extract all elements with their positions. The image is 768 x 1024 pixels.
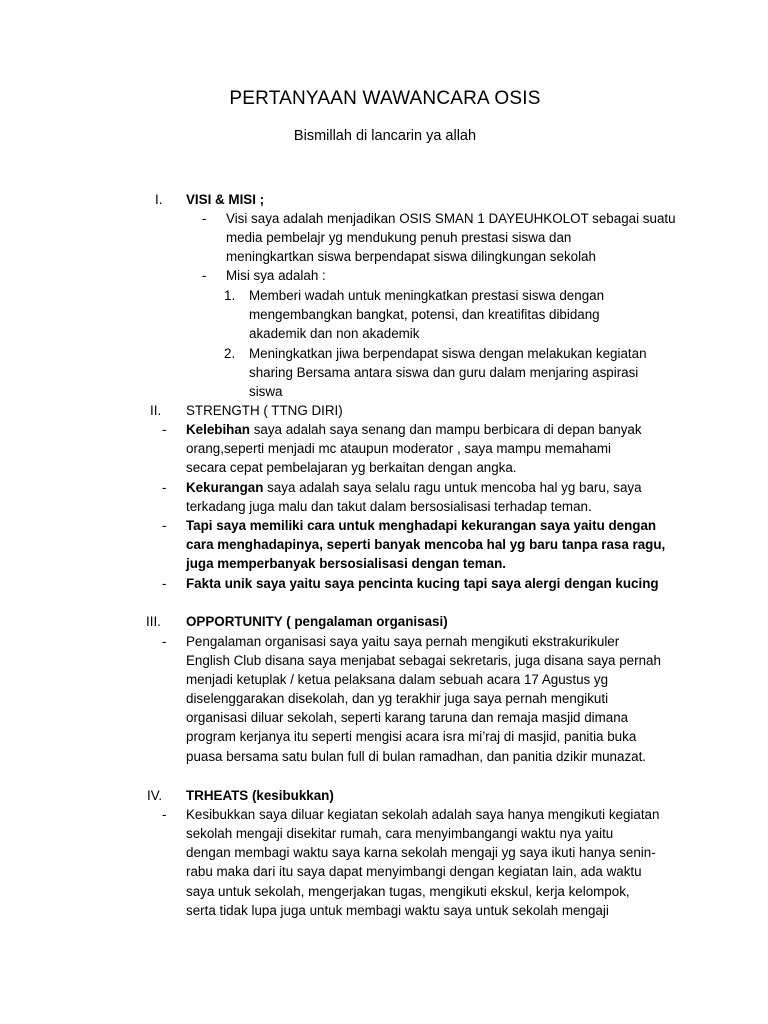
kekurangan-line xyxy=(186,478,642,497)
kelebihan-line: orang,seperti menjadi mc ataupun moderator , saya mampu memahami xyxy=(186,441,611,456)
threats-line: rabu maka dari itu saya dapat menyimbangi dengan kegiatan lain, ada waktu xyxy=(186,864,642,879)
bullet-dash: - xyxy=(162,634,167,649)
kekurangan-label: Kekurangan xyxy=(186,480,264,495)
misi-line: akademik dan non akademik xyxy=(249,326,420,341)
section-numeral: II. xyxy=(150,403,162,418)
section-numeral: IV. xyxy=(147,788,163,803)
kekurangan-text: saya adalah saya selalu ragu untuk mencoba hal yg baru, saya xyxy=(263,480,642,495)
opportunity-line: program kerjanya itu seperti mengisi acara isra mi’raj di masjid, panitia buka xyxy=(186,729,637,744)
threats-line: dengan membagi waktu saya karna sekolah mengaji yg saya ikuti hanya senin- xyxy=(186,845,656,860)
tapi-line: juga memperbanyak bersosialisasi dengan teman. xyxy=(186,556,507,571)
document-subtitle: Bismillah di lancarin ya allah xyxy=(293,128,477,144)
misi-line: sharing Bersama antara siswa dan guru dalam menjaring aspirasi xyxy=(249,365,639,380)
list-number: 1. xyxy=(224,288,236,303)
fakta-line: Fakta unik saya yaitu saya pencinta kucing tapi saya alergi dengan kucing xyxy=(186,576,659,591)
opportunity-line: menjadi ketuplak / ketua pelaksana dalam sebuah acara 17 Agustus yg xyxy=(186,672,609,687)
opportunity-line: English Club disana saya menjabat sebagai sekretaris, juga disana saya pernah xyxy=(186,653,661,668)
section-numeral: III. xyxy=(146,614,161,629)
kelebihan-line: secara cepat pembelajaran yg berkaitan dengan angka. xyxy=(186,460,517,475)
bullet-dash: - xyxy=(162,807,167,822)
threats-line: sekolah mengaji disekitar rumah, cara menyimbangangi waktu nya yaitu xyxy=(186,826,614,841)
tapi-line: Tapi saya memiliki cara untuk menghadapi kekurangan saya yaitu dengan xyxy=(186,518,657,533)
kekurangan-line: terkadang juga malu dan takut dalam bersosialisasi terhadap teman. xyxy=(186,499,592,514)
visi-line: Visi saya adalah menjadikan OSIS SMAN 1 DAYEUHKOLOT sebagai suatu xyxy=(226,211,676,226)
threats-line: saya untuk sekolah, mengerjakan tugas, mengikuti ekskul, kerja kelompok, xyxy=(186,884,630,899)
opportunity-line: organisasi diluar sekolah, seperti karang taruna dan remaja masjid dimana xyxy=(186,710,629,725)
section-heading: OPPORTUNITY ( pengalaman organisasi) xyxy=(186,614,448,629)
kelebihan-text: saya adalah saya senang dan mampu berbicara di depan banyak xyxy=(250,422,642,437)
bullet-dash: - xyxy=(162,422,167,437)
kelebihan-label: Kelebihan xyxy=(186,422,250,437)
bullet-dash: - xyxy=(202,268,207,283)
misi-line: Meningkatkan jiwa berpendapat siswa dengan melakukan kegiatan xyxy=(249,346,647,361)
misi-line: mengembangkan bangkat, potensi, dan kreatifitas dibidang xyxy=(249,307,600,322)
threats-line: serta tidak lupa juga untuk membagi waktu saya untuk sekolah mengaji xyxy=(186,903,609,918)
opportunity-line: Pengalaman organisasi saya yaitu saya pernah mengikuti ekstrakurikuler xyxy=(186,634,620,649)
bullet-dash: - xyxy=(162,518,167,533)
section-heading: STRENGTH ( TTNG DIRI) xyxy=(186,403,343,418)
bullet-dash: - xyxy=(162,576,167,591)
bullet-dash: - xyxy=(162,480,167,495)
kelebihan-line xyxy=(186,420,642,439)
document-title: PERTANYAAN WAWANCARA OSIS xyxy=(229,88,541,109)
misi-intro: Misi sya adalah : xyxy=(226,268,326,283)
visi-line: meningkartkan siswa berpendapat siswa dilingkungan sekolah xyxy=(226,249,596,264)
section-heading: VISI & MISI ; xyxy=(186,192,265,207)
list-number: 2. xyxy=(224,346,236,361)
visi-line: media pembelajr yg mendukung penuh prestasi siswa dan xyxy=(226,230,572,245)
section-numeral: I. xyxy=(155,192,163,207)
threats-line: Kesibukkan saya diluar kegiatan sekolah adalah saya hanya mengikuti kegiatan xyxy=(186,807,660,822)
bullet-dash: - xyxy=(202,211,207,226)
opportunity-line: puasa bersama satu bulan full di bulan ramadhan, dan panitia dzikir munazat. xyxy=(186,749,647,764)
misi-line: siswa xyxy=(249,384,283,399)
tapi-line: cara menghadapinya, seperti banyak mencoba hal yg baru tanpa rasa ragu, xyxy=(186,537,666,552)
opportunity-line: diselenggarakan disekolah, dan yg terakhir juga saya pernah mengikuti xyxy=(186,691,609,706)
misi-line: Memberi wadah untuk meningkatkan prestasi siswa dengan xyxy=(249,288,605,303)
section-heading: TRHEATS (kesibukkan) xyxy=(186,788,334,803)
